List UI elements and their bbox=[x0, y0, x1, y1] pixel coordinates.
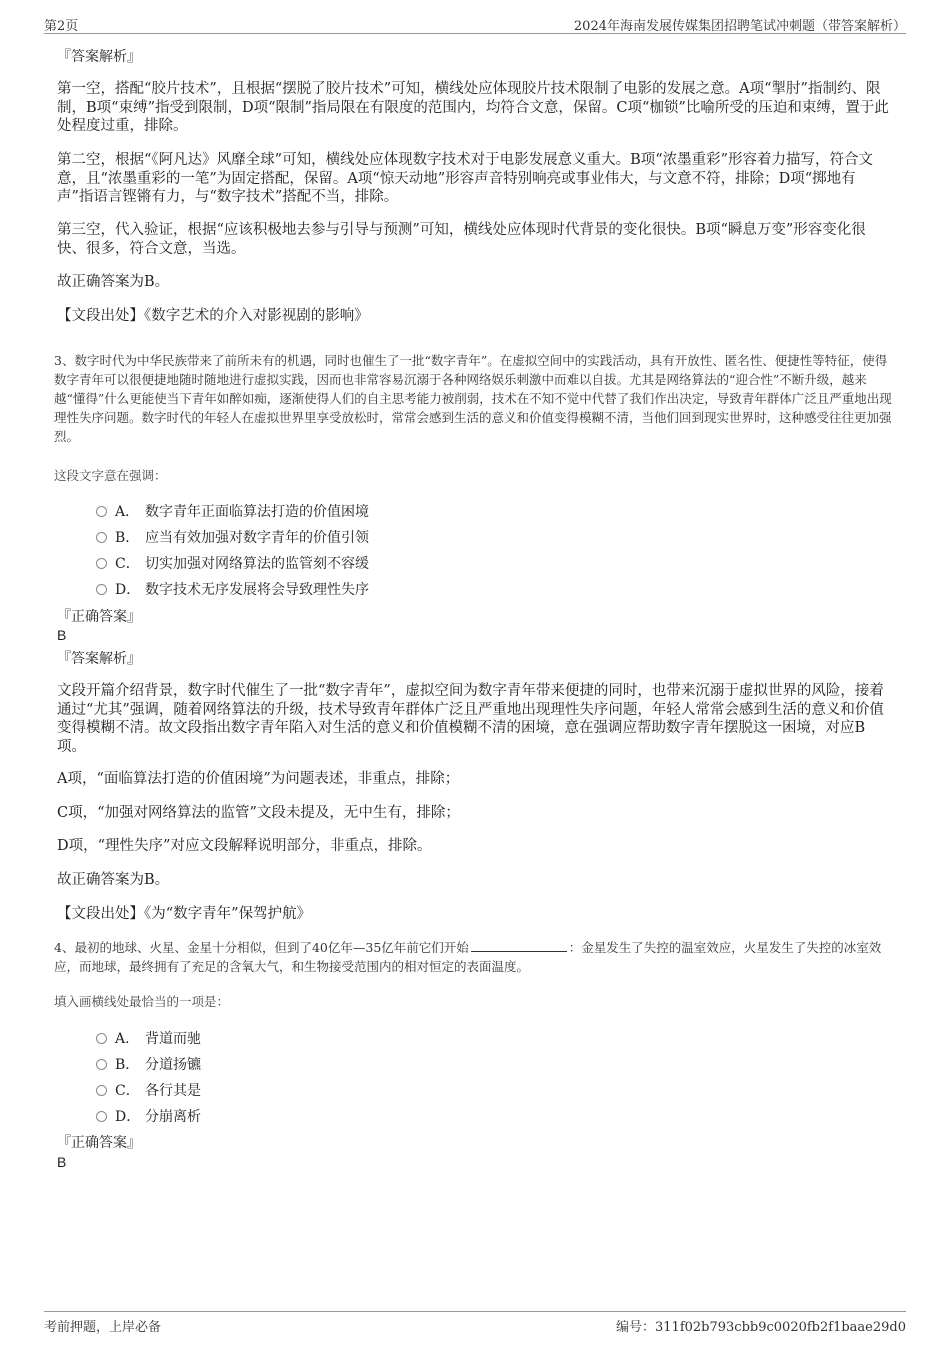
q2-analysis-p1: 第一空，搭配“胶片技术”，且根据“摆脱了胶片技术”可知，横线处应体现胶片技术限制了电影的发展之意。A项“掣肘”指制约、限制，B项“束缚”指受到限制，D项“限制”指局限在有限度的范围内，均符合文意，保留。C项“枷锁”比喻所受的压迫和束缚，置于此处程度过重，排除。 bbox=[57, 81, 889, 134]
answer-blank bbox=[471, 939, 567, 952]
radio-icon[interactable] bbox=[96, 1111, 107, 1122]
q4-option-b[interactable]: B． 分道扬镳 bbox=[96, 1056, 201, 1074]
q2-conclusion: 故正确答案为B。 bbox=[57, 274, 170, 290]
page-footer bbox=[44, 1311, 906, 1336]
q3-option-d[interactable]: D． 数字技术无序发展将会导致理性失序 bbox=[96, 581, 369, 599]
q3-analysis-p2: A项，“面临算法打造的价值困境”为问题表述，非重点，排除； bbox=[57, 771, 460, 787]
radio-icon[interactable] bbox=[96, 1085, 107, 1096]
q4-option-a[interactable]: A． 背道而驰 bbox=[96, 1030, 201, 1048]
q2-analysis-p3: 第三空，代入验证，根据“应该积极地去参与引导与预测”可知，横线处应体现时代背景的变化很快。B项“瞬息万变”形容变化很快、很多，符合文意，当选。 bbox=[57, 222, 866, 257]
document-title: 2024年海南发展传媒集团招聘笔试冲刺题（带答案解析） bbox=[573, 19, 906, 34]
page-number: 第2页 bbox=[44, 19, 79, 34]
q3-option-b[interactable]: B． 应当有效加强对数字青年的价值引领 bbox=[96, 529, 369, 547]
q4-option-c[interactable]: C． 各行其是 bbox=[96, 1082, 201, 1100]
page-header bbox=[44, 13, 906, 34]
q2-analysis-tag: 『答案解析』 bbox=[57, 49, 141, 65]
radio-icon[interactable] bbox=[96, 584, 107, 595]
q4-answer: B bbox=[57, 1154, 67, 1170]
q3-analysis-p4: D项，“理性失序”对应文段解释说明部分，非重点，排除。 bbox=[57, 838, 432, 854]
q4-correct-tag: 『正确答案』 bbox=[57, 1135, 141, 1151]
radio-icon[interactable] bbox=[96, 1033, 107, 1044]
radio-icon[interactable] bbox=[96, 1059, 107, 1070]
q3-option-a[interactable]: A． 数字青年正面临算法打造的价值困境 bbox=[96, 503, 369, 521]
q3-analysis-p1: 文段开篇介绍背景，数字时代催生了一批“数字青年”，虚拟空间为数字青年带来便捷的同时，也带来沉溺于虚拟世界的风险，接着通过“尤其”强调，随着网络算法的升级，技术导致青年群体广泛且严重地出现理性失序问题，年轻人常常会感到生活的意义和价值变得模糊不清。故文段指出数字青年陷入对生活的意义和价值模糊不清的困境，意在强调应帮助数字青年摆脱这一困境，对应B项。 bbox=[57, 683, 884, 755]
q3-answer: B bbox=[57, 627, 67, 643]
q3-analysis-p3: C项，“加强对网络算法的监管”文段未提及，无中生有，排除； bbox=[57, 805, 460, 821]
q4-stem: 4、最初的地球、火星、金星十分相似，但到了40亿年—35亿年前它们开始 ：金星发生了失控的温室效应，火星发生了失控的冰室效应，而地球，最终拥有了充足的含氧大气，和生物接受范围内的相对恒定的表面温度。 bbox=[54, 940, 882, 974]
q3-analysis-tag: 『答案解析』 bbox=[57, 651, 141, 667]
q3-stem: 3、数字时代为中华民族带来了前所未有的机遇，同时也催生了一批“数字青年”。在虚拟空间中的实践活动，具有开放性、匿名性、便捷性等特征，使得数字青年可以很便捷地随时随地进行虚拟实践，因而也非常容易沉溺于各种网络娱乐刺激中而难以自拔。尤其是网络算法的“迎合性”不断升级，越来越“懂得”什么更能使当下青年如醉如痴，逐渐使得人们的自主思考能力被削弱，技术在不知不觉中代替了我们作出决定，导致青年群体广泛且严重地出现理性失序问题。数字时代的年轻人在虚拟世界里享受放松时，常常会感到生活的意义和价值变得模糊不清，当他们回到现实世界时，这种感受往往更加强烈。 bbox=[54, 353, 892, 444]
radio-icon[interactable] bbox=[96, 558, 107, 569]
q4-ask: 填入画横线处最恰当的一项是： bbox=[54, 994, 230, 1009]
q3-ask: 这段文字意在强调： bbox=[54, 468, 167, 483]
q3-option-c[interactable]: C． 切实加强对网络算法的监管刻不容缓 bbox=[96, 555, 369, 573]
footer-slogan: 考前押题，上岸必备 bbox=[44, 1320, 162, 1335]
q3-source: 【文段出处】《为“数字青年”保驾护航》 bbox=[57, 906, 312, 922]
q3-correct-tag: 『正确答案』 bbox=[57, 609, 141, 625]
q3-conclusion: 故正确答案为B。 bbox=[57, 872, 170, 888]
radio-icon[interactable] bbox=[96, 506, 107, 517]
q2-analysis-p2: 第二空，根据“《阿凡达》风靡全球”可知，横线处应体现数字技术对于电影发展意义重大。B项“浓墨重彩”形容着力描写，符合文意，且“浓墨重彩的一笔”为固定搭配，保留。A项“惊天动地”形容声音特别响亮或事业伟大，与文意不符，排除；D项“掷地有声”指语言铿锵有力，与“数字技术”搭配不当，排除。 bbox=[57, 152, 874, 205]
radio-icon[interactable] bbox=[96, 532, 107, 543]
document-code: 编号：311f02b793cbb9c0020fb2f1baae29d0 bbox=[616, 1320, 906, 1335]
q2-source: 【文段出处】《数字艺术的介入对影视剧的影响》 bbox=[57, 308, 369, 324]
q4-option-d[interactable]: D． 分崩离析 bbox=[96, 1108, 201, 1126]
